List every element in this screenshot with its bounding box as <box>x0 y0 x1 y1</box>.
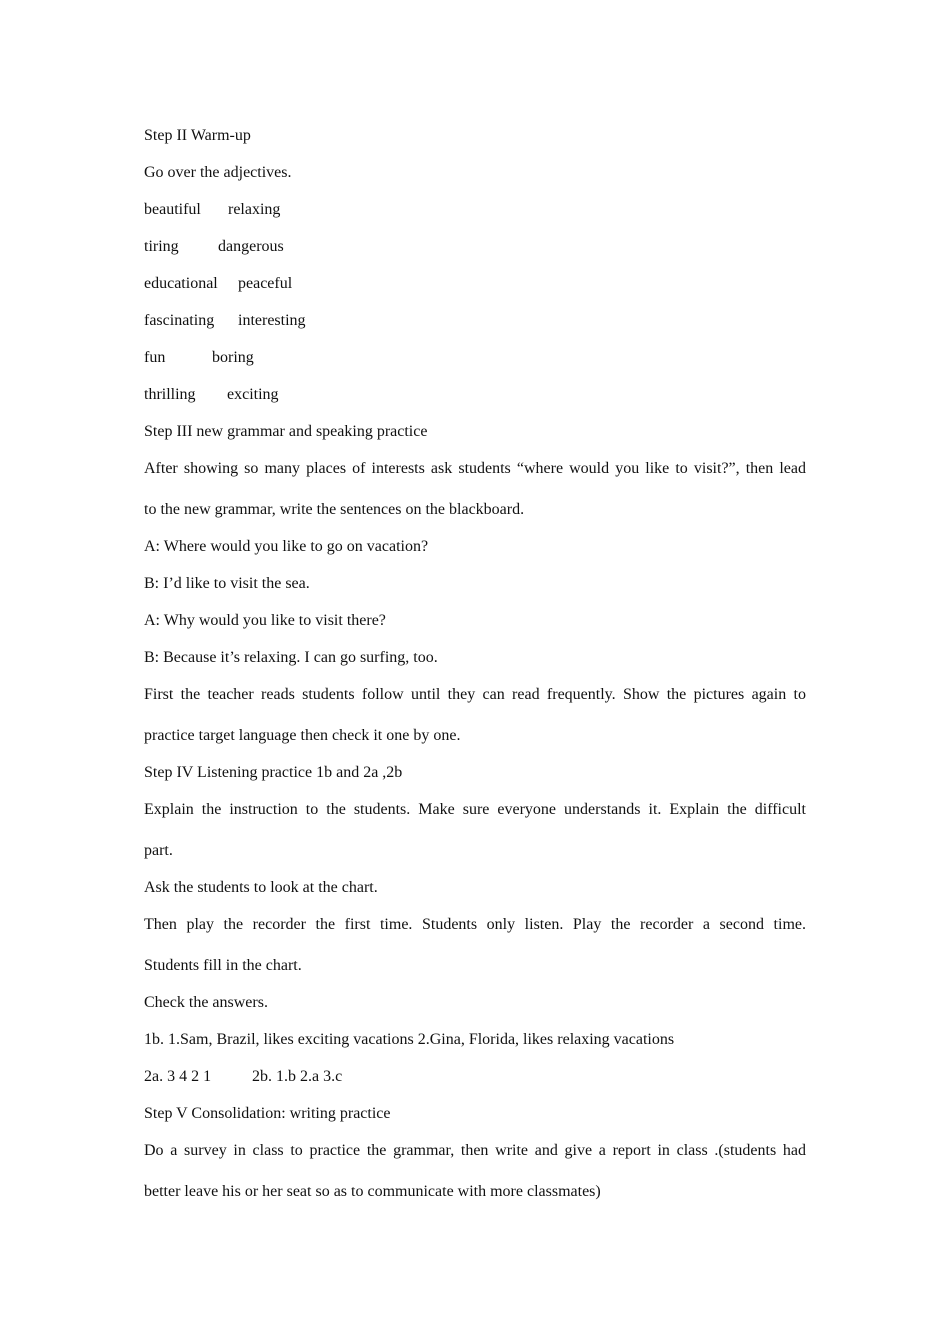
paragraph-line: Check the answers. <box>144 994 268 1011</box>
step3-heading: Step III new grammar and speaking practice <box>144 423 428 440</box>
answers-1b: 1b. 1.Sam, Brazil, likes exciting vacations 2.Gina, Florida, likes relaxing vacations <box>144 1031 675 1048</box>
adjective: relaxing <box>228 201 281 218</box>
adjective: fun <box>144 349 166 366</box>
adjective: interesting <box>238 312 306 329</box>
dialogue-line: A: Where would you like to go on vacation? <box>144 538 429 555</box>
paragraph-line: part. <box>144 842 173 859</box>
dialogue-line: B: I’d like to visit the sea. <box>144 575 310 592</box>
answers-2 <box>144 1065 806 1102</box>
paragraph-line: to the new grammar, write the sentences on the blackboard. <box>144 501 525 518</box>
adjective: beautiful <box>144 201 201 218</box>
adjective-pair <box>144 272 806 309</box>
adjective: exciting <box>227 386 279 403</box>
adjective: peaceful <box>238 275 293 292</box>
step2-heading: Step II Warm-up <box>144 127 251 144</box>
adjective-pair <box>144 198 806 235</box>
step4-heading: Step IV Listening practice 1b and 2a ,2b <box>144 764 403 781</box>
paragraph-line: After showing so many places of interests ask students “where would you like to visit?”, then lead <box>144 460 806 477</box>
paragraph-line: First the teacher reads students follow until they can read frequently. Show the pictures again to <box>144 686 806 703</box>
warmup-intro: Go over the adjectives. <box>144 164 292 181</box>
adjective: educational <box>144 275 218 292</box>
adjective-pair <box>144 235 806 272</box>
paragraph-line: Ask the students to look at the chart. <box>144 879 378 896</box>
adjective: thrilling <box>144 386 196 403</box>
dialogue-line: A: Why would you like to visit there? <box>144 612 386 629</box>
paragraph-line: Then play the recorder the first time. Students only listen. Play the recorder a second time. <box>144 916 806 933</box>
paragraph-line: Explain the instruction to the students. Make sure everyone understands it. Explain the difficult <box>144 801 806 818</box>
paragraph-line: Students fill in the chart. <box>144 957 302 974</box>
document-page <box>144 124 806 1217</box>
adjective: tiring <box>144 238 179 255</box>
adjective: boring <box>212 349 254 366</box>
adjective: fascinating <box>144 312 215 329</box>
adjective-pair <box>144 383 806 420</box>
paragraph-line: better leave his or her seat so as to communicate with more classmates) <box>144 1183 601 1200</box>
step5-heading: Step V Consolidation: writing practice <box>144 1105 391 1122</box>
answers-2a: 2a. 3 4 2 1 <box>144 1068 212 1085</box>
adjective: dangerous <box>218 238 284 255</box>
answers-2b: 2b. 1.b 2.a 3.c <box>252 1068 343 1085</box>
paragraph-line: Do a survey in class to practice the grammar, then write and give a report in class .(students had <box>144 1142 806 1159</box>
paragraph-line: practice target language then check it one by one. <box>144 727 461 744</box>
adjective-pair <box>144 346 806 383</box>
dialogue-line: B: Because it’s relaxing. I can go surfing, too. <box>144 649 438 666</box>
adjective-pair <box>144 309 806 346</box>
